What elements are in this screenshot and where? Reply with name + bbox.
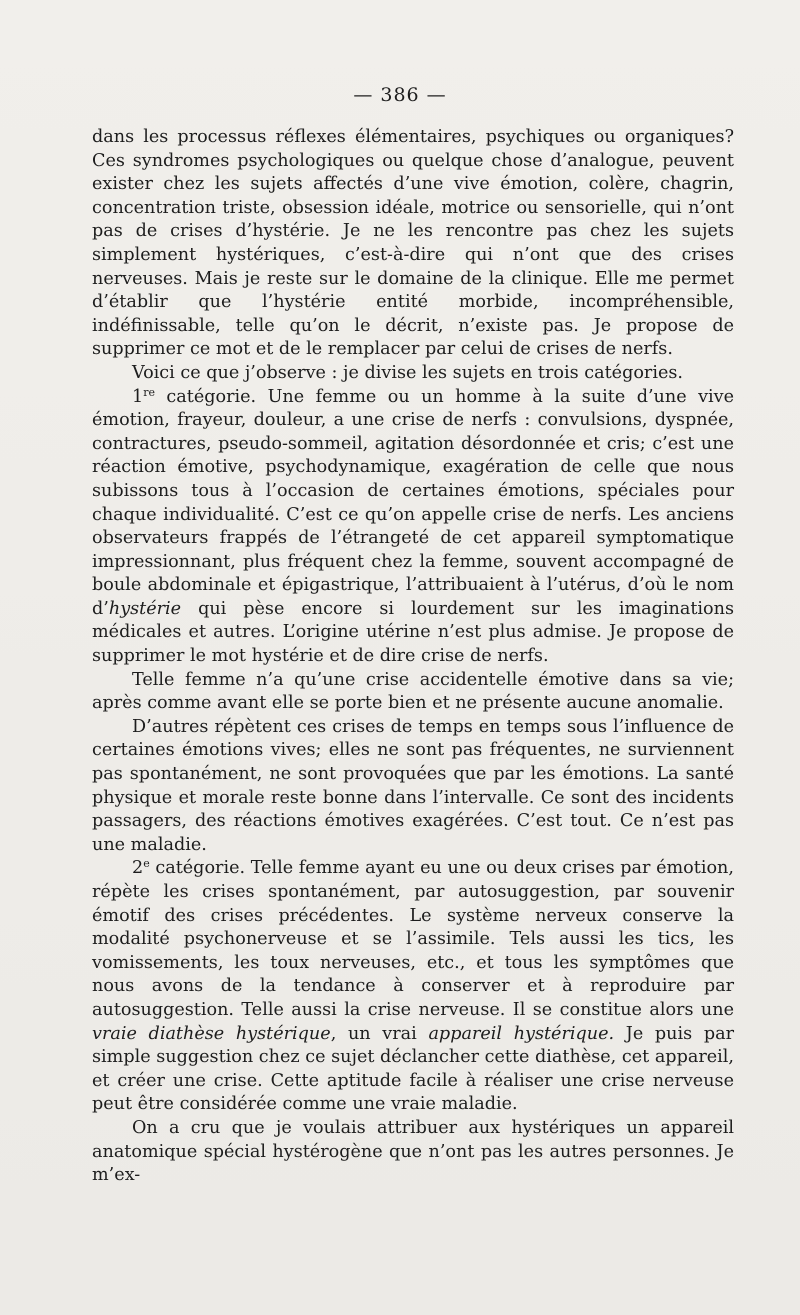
text-segment: On a cru que je voulais attribuer aux hystériques un appareil anatomique spécial hystérogène que n’ont pas les autres personnes. Je m’ex- [92, 1117, 734, 1186]
text-segment: qui pèse encore si lourdement sur les imaginations médicales et autres. L’origine utérine n’est plus admise. Je propose de supprimer le mot hystérie et de dire crise de nerfs. [92, 598, 734, 667]
italic-text: appareil hystérique. [428, 1023, 615, 1044]
italic-text: hystérie [108, 598, 182, 619]
page-number: — 386 — [353, 84, 447, 106]
text-segment: 2 [132, 858, 144, 879]
ordinal-superscript: re [143, 385, 155, 399]
paragraph [92, 362, 734, 386]
text-segment: Telle femme n’a qu’une crise accidentelle émotive dans sa vie; après comme avant elle se porte bien et ne présente aucune anomalie. [92, 669, 734, 714]
text-segment: catégorie. Telle femme ayant eu une ou deux crises par émotion, répète les crises spontanément, par autosuggestion, par souvenir émotif des crises précédentes. Le système nerveux conserve la modalité psychonerveuse et se l’assimile. Tels aussi les tics, les vomissements, les toux nerveuses, etc., et tous les symptômes que nous avons de la tendance à conserver et à reproduire par autosuggestion. Telle aussi la crise nerveuse. Il se constitue alors une [92, 858, 734, 1020]
text-segment: 1 [132, 386, 144, 407]
text-segment: dans les processus réflexes élémentaires, psychiques ou organiques? Ces syndromes psychologiques ou quelque chose d’analogue, peuvent exister chez les sujets affectés d’une vive émotion, colère, chagrin, concentration triste, obsession idéale, motrice ou sensorielle, qui n’ont pas de crises d’hystérie. Je ne les rencontre pas chez les sujets simplement hystériques, c’est-à-dire qui n’ont que des crises nerveuses. Mais je reste sur le domaine de la clinique. Elle me permet d’établir que l’hystérie entité morbide, incompréhensible, indéfinissable, telle qu’on le décrit, n’existe pas. Je propose de supprimer ce mot et de le remplacer par celui de crises de nerfs. [92, 127, 734, 360]
text-segment: Je puis par simple suggestion chez ce sujet déclancher cette diathèse, cet appareil, et créer une crise. Cette aptitude facile à réaliser une crise nerveuse peut être considérée comme une vraie maladie. [92, 1023, 735, 1115]
paragraph [92, 857, 734, 1117]
paragraph [92, 1117, 734, 1188]
paragraph [92, 716, 734, 858]
paragraph [92, 669, 734, 716]
text-segment: , un vrai [330, 1023, 429, 1044]
text-segment: Voici ce que j’observe : je divise les sujets en trois catégories. [132, 362, 683, 383]
paragraph [92, 126, 734, 362]
text-segment: D’autres répètent ces crises de temps en temps sous l’influence de certaines émotions vives; elles ne sont pas fréquentes, ne surviennent pas spontanément, ne sont provoquées que par les émotions. La santé physique et morale reste bonne dans l’intervalle. Ce sont des incidents passagers, des réactions émotives exagérées. C’est tout. Ce n’est pas une maladie. [92, 716, 734, 855]
paragraph [92, 386, 734, 669]
ordinal-superscript: e [143, 857, 150, 871]
text-segment: catégorie. Une femme ou un homme à la suite d’une vive émotion, frayeur, douleur, a une crise de nerfs : convulsions, dyspnée, contractures, pseudo-sommeil, agitation désordonnée et cris; c’est une réaction émotive, psychodynamique, exagération de celle que nous subissons tous à l’occasion de certaines émotions, spéciales pour chaque individualité. C’est ce qu’on appelle crise de nerfs. Les anciens observateurs frappés de l’étrangeté de cet appareil symptomatique impressionnant, plus fréquent chez la femme, souvent accompagné de boule abdominale et épigastrique, l’attribuaient à l’utérus, d’où le nom d’ [92, 386, 734, 619]
italic-text: vraie diathèse hystérique [92, 1023, 331, 1044]
body-text [92, 126, 734, 1188]
